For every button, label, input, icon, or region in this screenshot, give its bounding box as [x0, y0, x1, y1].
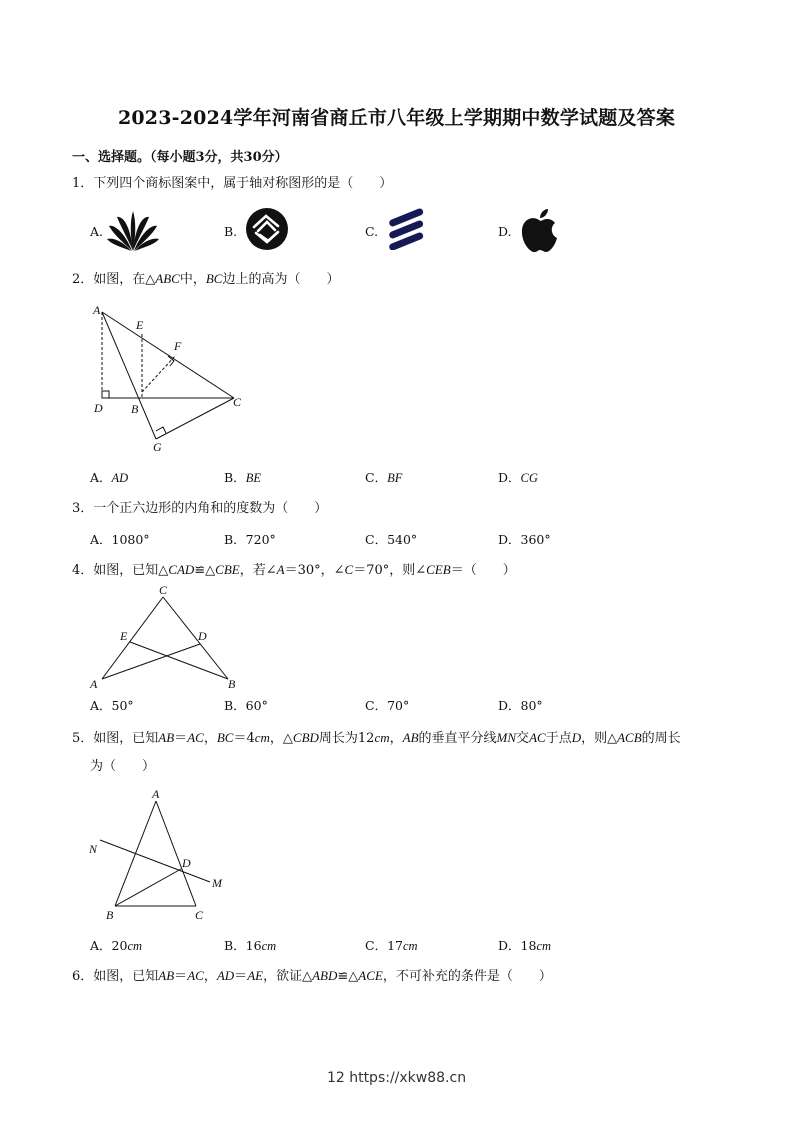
q3-option-b: B．720° [224, 532, 276, 547]
q2-label-g: G [153, 440, 162, 454]
question-5-stem-line1: 5．如图，已知AB＝AC，BC＝4cm，△CBD周长为12cm，AB的垂直平分线MN交AC于点D，则△ACB的周长 [72, 730, 681, 746]
q4-option-b: B．60° [224, 698, 268, 713]
q1-option-d-label: D. [498, 224, 512, 239]
q5-option-c: C．17cm [365, 938, 418, 953]
q2-label-a: A [93, 303, 101, 317]
q5-option-d: D．18cm [498, 938, 552, 953]
q5-label-a: A [152, 787, 160, 801]
q3-option-c: C．540° [365, 532, 418, 547]
q5-option-b: B．16cm [224, 938, 277, 953]
q3-option-d: D．360° [498, 532, 551, 547]
question-5-stem-line2: 为（ ） [90, 759, 156, 774]
q5-triangle-figure [84, 785, 234, 925]
question-1-stem: 1．下列四个商标图案中，属于轴对称图形的是（ ） [72, 176, 393, 191]
q2-label-f: F [174, 339, 182, 353]
page-title: 2023-2024学年河南省商丘市八年级上学期期中数学试题及答案 [117, 107, 676, 129]
apple-logo-icon [518, 208, 560, 254]
q2-option-c: C．BF [365, 470, 403, 485]
q5-label-c: C [195, 908, 204, 922]
q3-option-a: A．1080° [90, 532, 150, 547]
page-footer: 12 https://xkw88.cn [326, 1070, 467, 1086]
question-2-stem: 2．如图，在△ABC中，BC边上的高为（ ） [72, 271, 340, 287]
q4-triangle-figure [86, 582, 248, 692]
q4-option-a: A．50° [90, 698, 134, 713]
china-mobile-logo-icon [245, 206, 289, 252]
q2-label-d: D [94, 401, 103, 415]
q2-label-e: E [136, 318, 144, 332]
ericsson-logo-icon [385, 208, 427, 250]
q1-option-a-label: A. [90, 224, 104, 239]
q4-label-a: A [90, 677, 98, 691]
question-6-stem: 6．如图，已知AB＝AC，AD＝AE，欲证△ABD≌△ACE，不可补充的条件是（ ） [72, 968, 552, 984]
q2-triangle-figure [88, 300, 258, 458]
huawei-logo-icon [106, 209, 160, 253]
q4-label-b: B [228, 677, 236, 691]
q1-option-c-label: C. [365, 224, 379, 239]
q5-label-b: B [106, 908, 114, 922]
q2-option-b: B．BE [224, 470, 261, 485]
q5-label-n: N [89, 842, 98, 856]
q4-option-c: C．70° [365, 698, 410, 713]
question-4-stem: 4．如图，已知△CAD≌△CBE，若∠A＝30°，∠C＝70°，则∠CEB＝（ ） [72, 562, 516, 578]
q4-option-d: D．80° [498, 698, 543, 713]
q5-label-m: M [212, 876, 222, 890]
q2-label-b: B [131, 402, 139, 416]
q4-label-c: C [159, 583, 168, 597]
q5-option-a: A．20cm [90, 938, 143, 953]
q2-option-a: A．AD [90, 470, 129, 485]
q4-label-d: D [198, 629, 207, 643]
q4-label-e: E [120, 629, 128, 643]
q2-option-d: D．CG [498, 470, 538, 485]
q1-option-b-label: B. [224, 224, 238, 239]
section-heading: 一、选择题。（每小题3分，共30分） [72, 150, 288, 165]
question-3-stem: 3．一个正六边形的内角和的度数为（ ） [72, 501, 328, 516]
q2-label-c: C [233, 395, 242, 409]
q5-label-d: D [182, 856, 191, 870]
